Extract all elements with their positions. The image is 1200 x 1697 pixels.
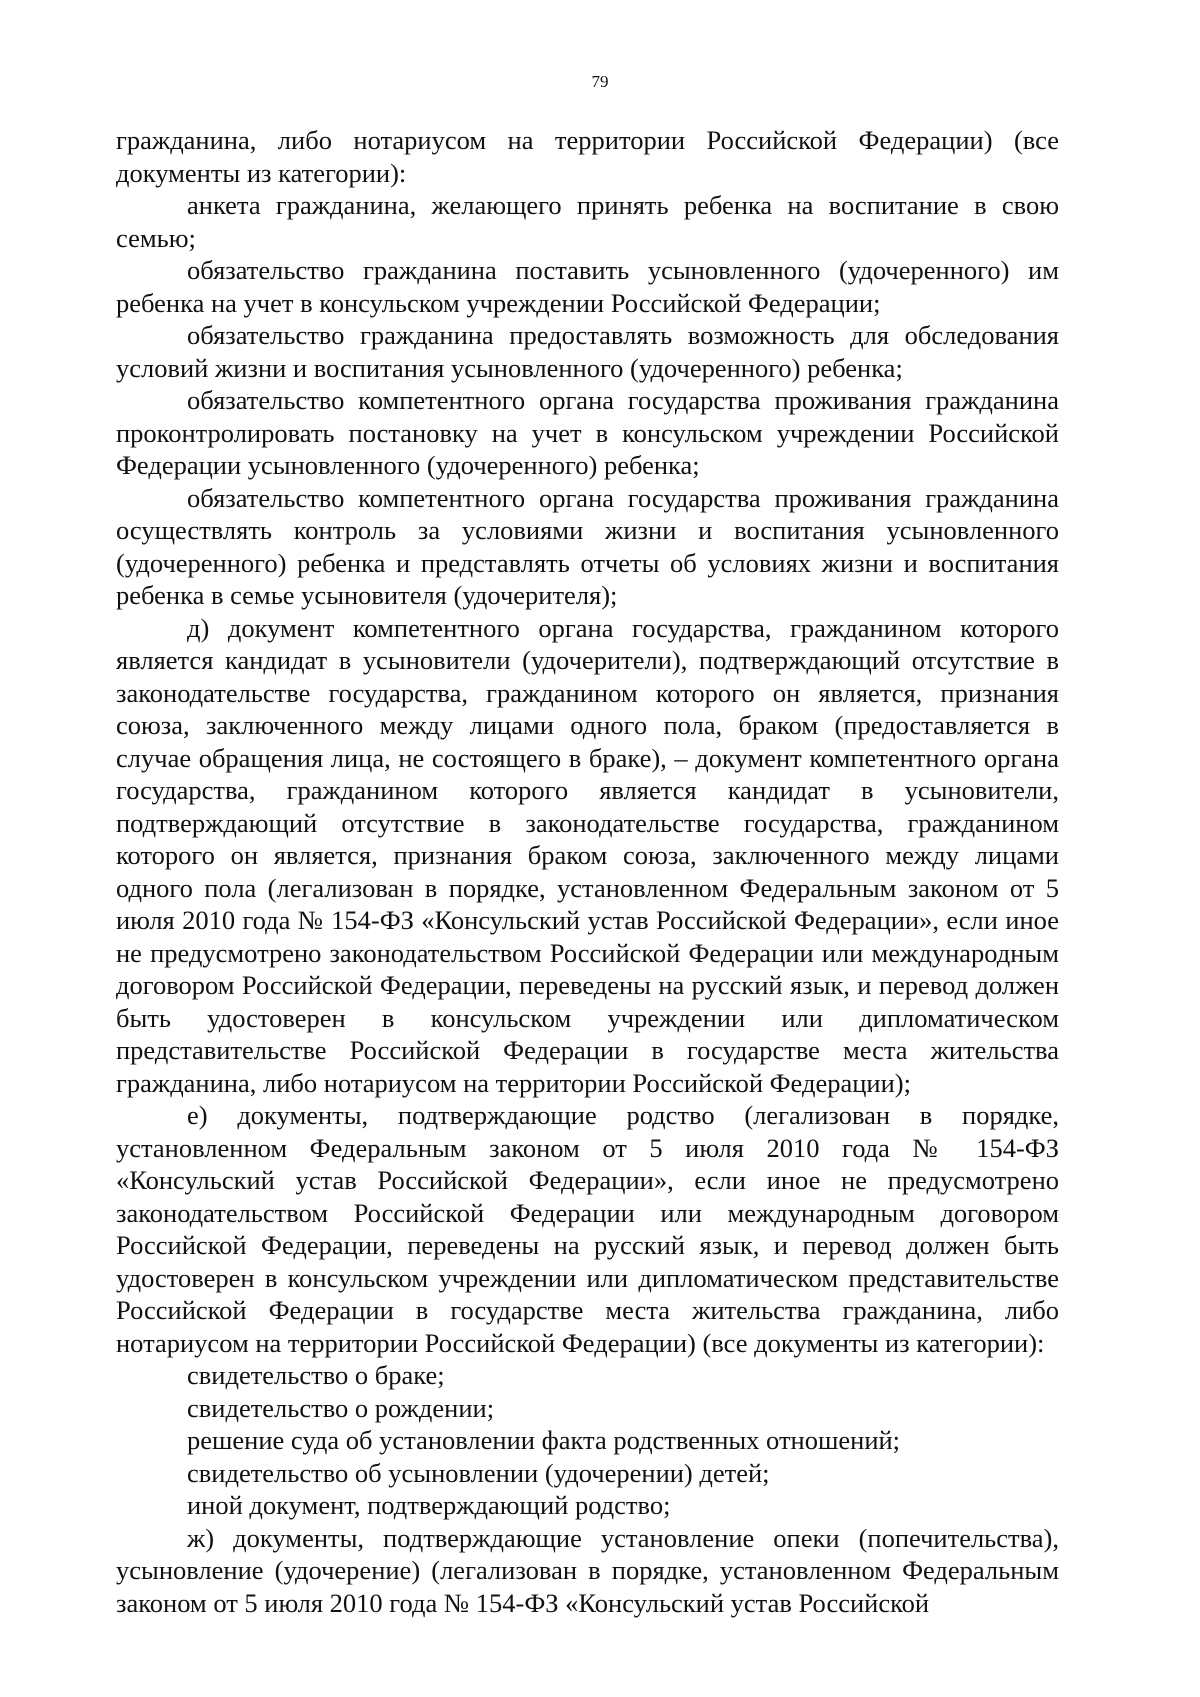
list-item-authority-living-conditions-control: обязательство компетентного органа государства проживания гражданина осуществлять контроль за условиями жизни и воспитания усыновленного (удочеренного) ребенка и представлять отчеты об условиях жизни и воспитания ребенка в семье усыновителя (удочерителя); [116,482,1059,610]
list-item-birth-certificate: свидетельство о рождении; [187,1392,495,1423]
paragraph-item-d: д) документ компетентного органа государства, гражданином которого является кандидат в усыновители (удочерители), подтверждающий отсутствие в законодательстве государства, гражданином которого он является, признания союза, заключенного между лицами одного пола, браком (предоставляется в случае обращения лица, не состоящего в браке), – документ компетентного органа государства, гражданином которого является кандидат в усыновители, подтверждающий отсутствие в законодательстве государства, гражданином которого он является, признания браком союза, заключенного между лицами одного пола (легализован в порядке, установленном Федеральным законом от 5 июля 2010 года № 154-ФЗ «Консульский устав Российской Федерации», если иное не предусмотрено законодательством Российской Федерации или международным договором Российской Федерации, переведены на русский язык, и перевод должен быть удостоверен в консульском учреждении или дипломатическом представительстве Российской Федерации в государстве места жительства гражданина, либо нотариусом на территории Российской Федерации); [116,612,1059,1098]
list-item-questionnaire: анкета гражданина, желающего принять ребенка на воспитание в свою семью; [116,190,1059,253]
list-item-authority-registration-control: обязательство компетентного органа государства проживания гражданина проконтролировать постановку на учет в консульском учреждении Российской Федерации усыновленного (удочеренного) ребенка; [116,385,1059,480]
paragraph-item-e: е) документы, подтверждающие родство (легализован в порядке, установленном Федеральным законом от 5 июля 2010 года № 154-ФЗ «Консульский устав Российской Федерации», если иное не предусмотрено законодательством Российской Федерации или международным договором Российской Федерации, переведены на русский язык, и перевод должен быть удостоверен в консульском учреждении или дипломатическом представительстве Российской Федерации в государстве места жительства гражданина, либо нотариусом на территории Российской Федерации) (все документы из категории): [116,1100,1059,1358]
list-item-marriage-certificate: свидетельство о браке; [187,1360,445,1390]
paragraph-continuation: гражданина, либо нотариусом на территории Российской Федерации) (все документы из категории): [116,125,1059,188]
document-body [116,124,1059,1619]
list-item-other-document: иной документ, подтверждающий родство; [187,1490,671,1520]
list-item-registration-obligation: обязательство гражданина поставить усыновленного (удочеренного) им ребенка на учет в консульском учреждении Российской Федерации; [116,255,1059,318]
paragraph-item-zh: ж) документы, подтверждающие установление опеки (попечительства), усыновление (удочерение) (легализован в порядке, установленном Федеральным законом от 5 июля 2010 года № 154-ФЗ «Консульский устав Российской [116,1522,1059,1618]
list-item-inspection-obligation: обязательство гражданина предоставлять возможность для обследования условий жизни и воспитания усыновленного (удочеренного) ребенка; [116,320,1059,383]
list-item-court-decision: решение суда об установлении факта родственных отношений; [187,1425,901,1455]
page-number: 79 [591,72,609,91]
list-item-adoption-certificate: свидетельство об усыновлении (удочерении) детей; [187,1457,770,1488]
